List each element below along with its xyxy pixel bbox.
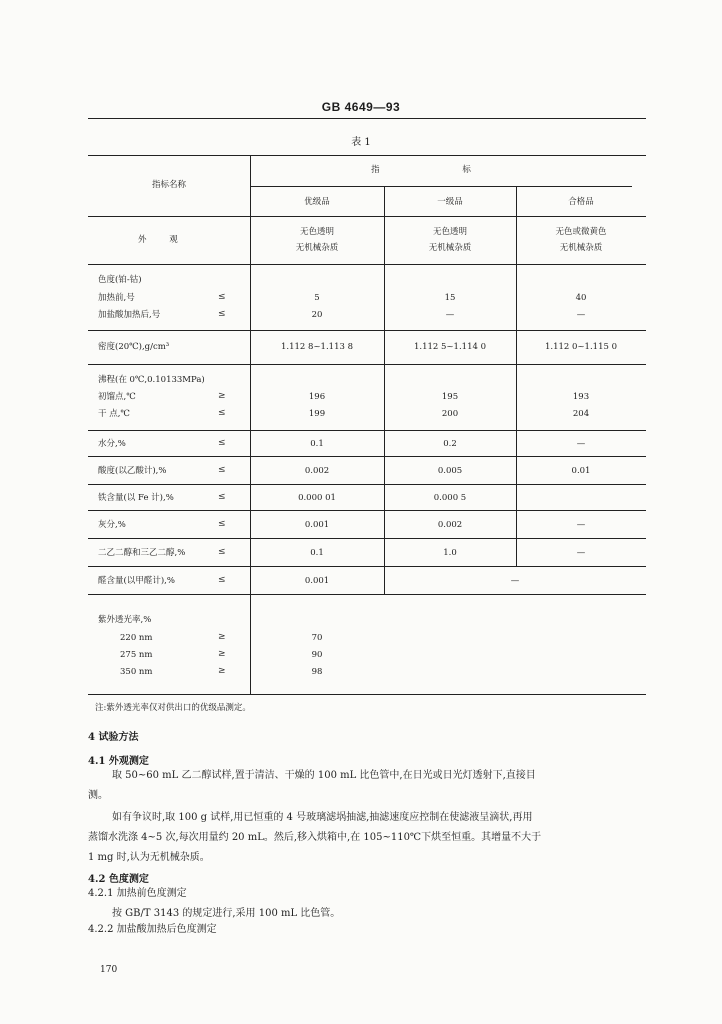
comparison-symbol: ≤: [218, 309, 226, 319]
cell-value: 70: [311, 633, 323, 643]
cell-value: 无色或微黄色: [555, 227, 607, 237]
row-rule: [88, 330, 646, 331]
paragraph-line: 按 GB/T 3143 的规定进行,采用 100 mL 比色管。: [112, 908, 341, 919]
cell-value: 1.0: [443, 548, 457, 558]
cell-value: 0.005: [437, 466, 463, 476]
comparison-symbol: ≤: [218, 465, 226, 475]
grade-qualified: 合格品: [568, 197, 594, 207]
comparison-symbol: ≤: [218, 547, 226, 557]
comparison-symbol: ≤: [218, 575, 226, 585]
subsection-heading: 4.2.1 加热前色度测定: [88, 888, 187, 899]
cell-value: 1.112 0~1.115 0: [544, 342, 617, 352]
cell-value: 无机械杂质: [559, 243, 603, 253]
comparison-symbol: ≤: [218, 292, 226, 302]
grade-first: 一级品: [437, 197, 463, 207]
cell-value: 0.002: [437, 520, 463, 530]
comparison-symbol: ≥: [218, 632, 226, 642]
cell-value: 204: [572, 409, 590, 419]
cell-value: 40: [575, 293, 587, 303]
row-label: 275 nm: [120, 650, 153, 660]
cell-value: 195: [441, 392, 459, 402]
table-note: 注:紫外透光率仅对供出口的优级品测定。: [95, 703, 251, 713]
cell-value: 0.000 01: [298, 493, 336, 503]
paragraph-line: 蒸馏水洗涤 4~5 次,每次用量约 20 mL。然后,移入烘箱中,在 105~110℃下烘至恒重。其增量不大于: [88, 832, 542, 843]
row-label: 350 nm: [120, 667, 153, 677]
row-rule: [88, 456, 646, 457]
section-heading: 4.2 色度测定: [88, 874, 149, 885]
row-label: 加盐酸加热后,号: [98, 310, 161, 320]
group-header: 指 标: [371, 165, 511, 175]
cell-value: 无机械杂质: [295, 243, 339, 253]
cell-value: 0.01: [571, 466, 591, 476]
row-rule: [88, 510, 646, 511]
table-bottom-rule: [88, 694, 646, 695]
page-number: 170: [100, 965, 118, 975]
cell-value: —: [445, 310, 455, 320]
comparison-symbol: ≤: [218, 519, 226, 529]
cell-value: —: [576, 439, 586, 449]
row-label: 220 nm: [120, 633, 153, 643]
row-rule: [88, 566, 646, 567]
cell-value: 无机械杂质: [428, 243, 472, 253]
cell-value: 90: [311, 650, 323, 660]
cell-value: 0.001: [304, 520, 330, 530]
cell-value: 1.112 8~1.113 8: [280, 342, 353, 352]
section-heading: 4.1 外观测定: [88, 756, 149, 767]
standard-number: GB 4649—93: [321, 100, 401, 114]
cell-value: 200: [441, 409, 459, 419]
cell-value-merged: —: [510, 576, 520, 586]
comparison-symbol: ≤: [218, 408, 226, 418]
row-rule: [88, 364, 646, 365]
subsection-heading: 4.2.2 加盐酸加热后色度测定: [88, 924, 217, 935]
row-label: 干 点,℃: [98, 409, 130, 419]
cell-value: 无色透明: [299, 227, 334, 237]
row-rule: [88, 538, 646, 539]
cell-value: 0.2: [443, 439, 457, 449]
row-label: 二乙二醇和三乙二醇,%: [98, 548, 186, 558]
paragraph-line: 取 50~60 mL 乙二醇试样,置于清洁、干燥的 100 mL 比色管中,在日光或日光灯透射下,直接目: [112, 770, 536, 781]
row-rule: [88, 430, 646, 431]
row-label: 外 观: [138, 235, 188, 245]
row-label: 密度(20℃),g/cm³: [98, 342, 170, 352]
header-bottom-rule: [88, 216, 646, 217]
comparison-symbol: ≤: [218, 438, 226, 448]
cell-value: 0.1: [310, 548, 324, 558]
row-rule: [88, 594, 646, 595]
cell-value: 0.1: [310, 439, 324, 449]
row-label: 加热前,号: [98, 293, 135, 303]
table-top-rule: [88, 155, 646, 156]
row-rule: [88, 484, 646, 485]
row-group-title: 沸程(在 0℃,0.10133MPa): [98, 375, 205, 385]
row-label: 铁含量(以 Fe 计),%: [98, 493, 174, 503]
cell-value: 193: [572, 392, 590, 402]
cell-value: —: [576, 548, 586, 558]
comparison-symbol: ≥: [218, 649, 226, 659]
cell-value: 0.002: [304, 466, 330, 476]
cell-value: 15: [444, 293, 456, 303]
grade-premium: 优级品: [304, 197, 330, 207]
row-rule: [88, 264, 646, 265]
paragraph-line: 测。: [88, 790, 108, 801]
cell-value: 98: [311, 667, 323, 677]
cell-value: 1.112 5~1.114 0: [413, 342, 486, 352]
cell-value: 199: [308, 409, 326, 419]
row-group-title: 紫外透光率,%: [98, 615, 152, 625]
name-column-header: 指标名称: [151, 180, 186, 190]
paragraph-line: 1 mg 时,认为无机械杂质。: [88, 852, 210, 863]
cell-value: 无色透明: [432, 227, 467, 237]
section-heading: 4 试验方法: [88, 732, 139, 743]
comparison-symbol: ≥: [218, 391, 226, 401]
cell-value: 20: [311, 310, 323, 320]
table-caption: 表 1: [351, 137, 371, 148]
cell-value: 0.000 5: [433, 493, 467, 503]
cell-value: 5: [314, 293, 320, 303]
row-label: 酸度(以乙酸计),%: [98, 466, 167, 476]
cell-value: 0.001: [304, 576, 330, 586]
header-rule: [88, 118, 646, 119]
row-label: 灰分,%: [98, 520, 126, 530]
comparison-symbol: ≥: [218, 666, 226, 676]
row-group-title: 色度(铂-钴): [98, 275, 142, 285]
paragraph-line: 如有争议时,取 100 g 试样,用已恒重的 4 号玻璃滤埚抽滤,抽滤速度应控制在使滤液呈滴状,再用: [112, 812, 533, 823]
cell-value: 196: [308, 392, 326, 402]
row-label: 醛含量(以甲醛计),%: [98, 576, 175, 586]
grade-header-rule: [250, 186, 632, 187]
comparison-symbol: ≤: [218, 492, 226, 502]
cell-value: —: [576, 310, 586, 320]
cell-value: —: [576, 520, 586, 530]
row-label: 初馏点,℃: [98, 392, 136, 402]
row-label: 水分,%: [98, 439, 126, 449]
